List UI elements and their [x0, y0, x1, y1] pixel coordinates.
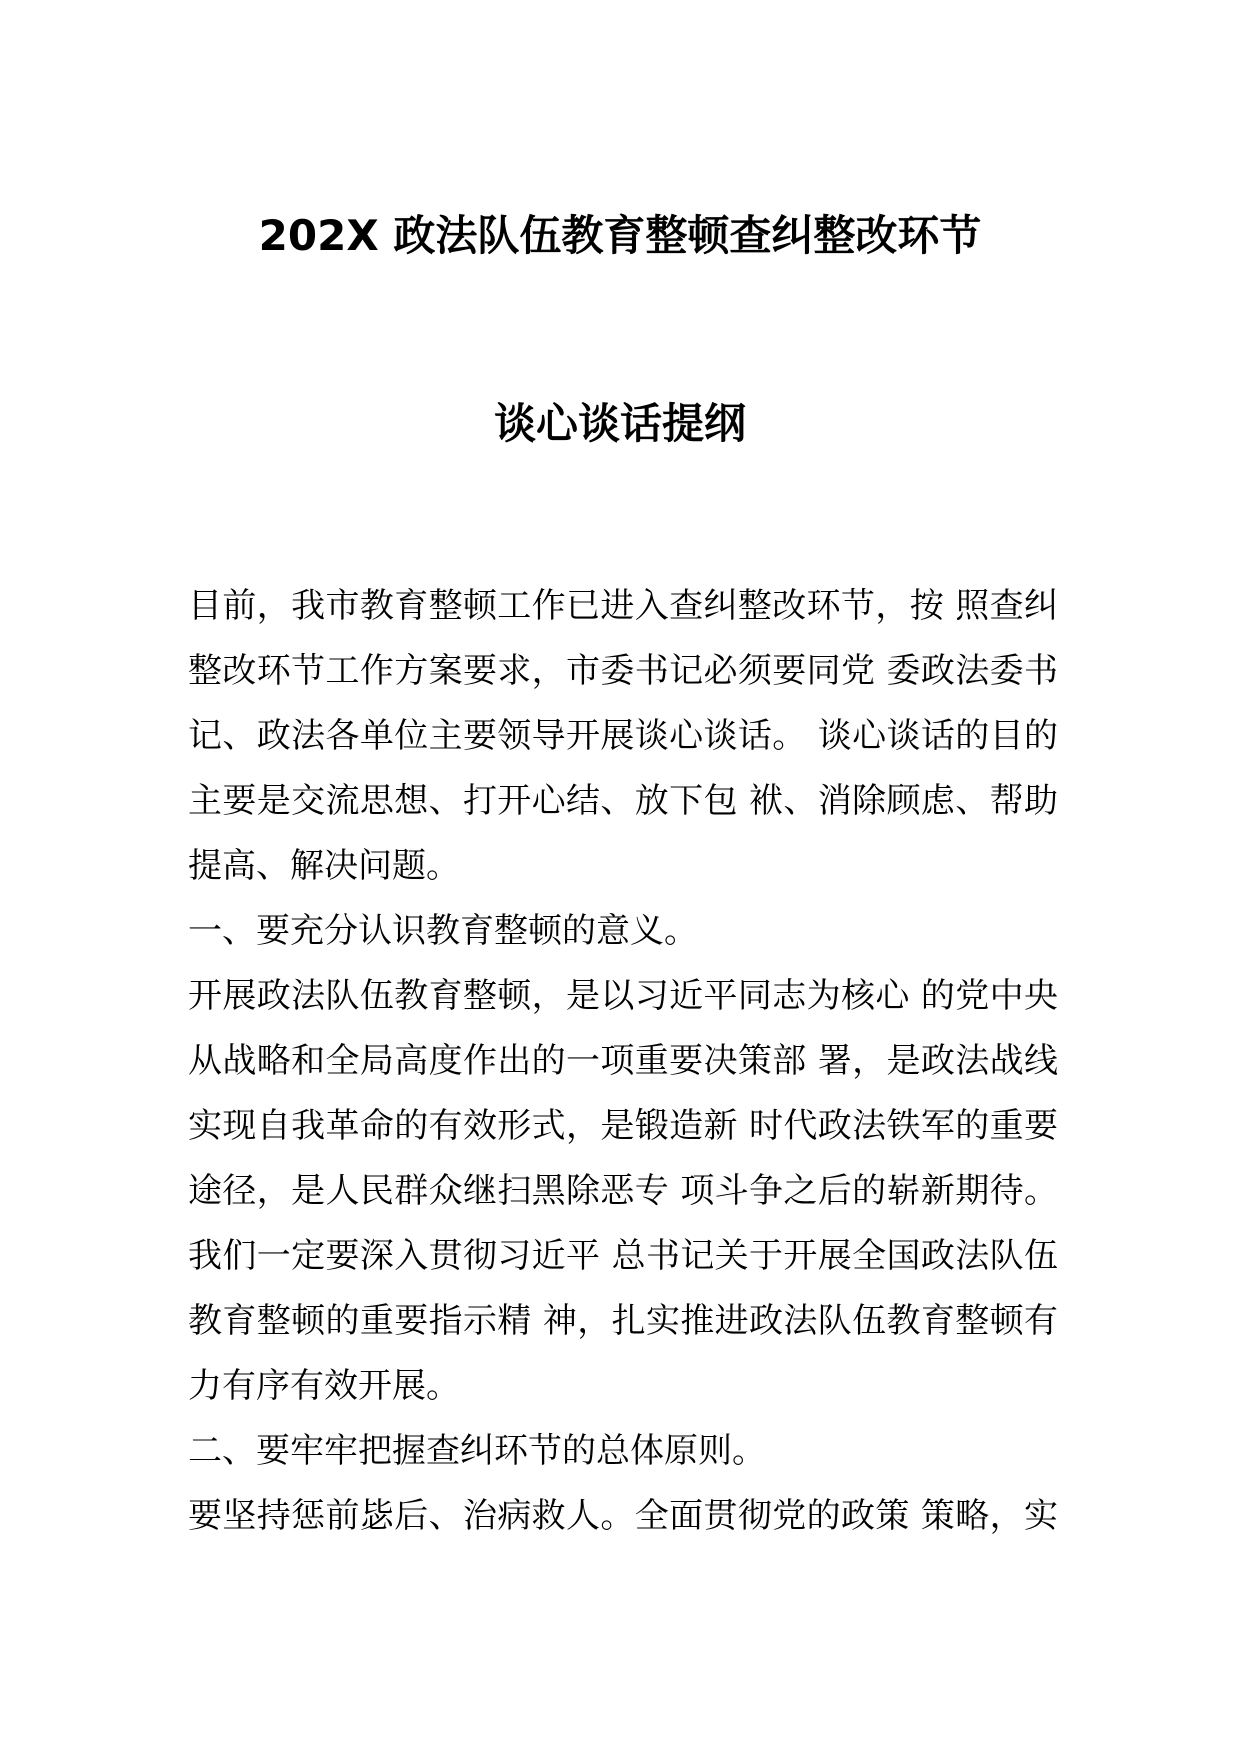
- body-line: 途径，是人民群众继扫黑除恶专 项斗争之后的崭新期待。: [188, 1171, 1058, 1211]
- body-line: 要坚持惩前毖后、治病救人。全面贯彻党的政策 策略，实: [188, 1496, 1058, 1536]
- body-line: 教育整顿的重要指示精 神，扎实推进政法队伍教育整顿有: [188, 1301, 1058, 1341]
- body-line: 开展政法队伍教育整顿，是以习近平同志为核心 的党中央: [188, 976, 1058, 1016]
- document-title-line-1: 202X 政法队伍教育整顿查纠整改环节: [258, 211, 982, 260]
- document-title-line-2: 谈心谈话提纲: [493, 399, 746, 448]
- body-line: 主要是交流思想、打开心结、放下包 袱、消除顾虑、帮助: [188, 781, 1058, 821]
- body-line: 目前，我市教育整顿工作已进入查纠整改环节，按 照查纠: [188, 586, 1058, 626]
- body-line: 力有序有效开展。: [188, 1366, 460, 1406]
- body-line: 记、政法各单位主要领导开展谈心谈话。 谈心谈话的目的: [188, 716, 1058, 756]
- body-line: 实现自我革命的有效形式，是锻造新 时代政法铁军的重要: [188, 1106, 1058, 1146]
- body-line: 整改环节工作方案要求，市委书记必须要同党 委政法委书: [188, 651, 1058, 691]
- section-heading-1: 一、要充分认识教育整顿的意义。: [188, 911, 698, 951]
- body-line: 提高、解决问题。: [188, 846, 460, 886]
- body-line: 我们一定要深入贯彻习近平 总书记关于开展全国政法队伍: [188, 1236, 1058, 1276]
- document-body: [188, 574, 1058, 1549]
- body-line: 从战略和全局高度作出的一项重要决策部 署，是政法战线: [188, 1041, 1058, 1081]
- section-heading-2: 二、要牢牢把握查纠环节的总体原则。: [188, 1431, 766, 1471]
